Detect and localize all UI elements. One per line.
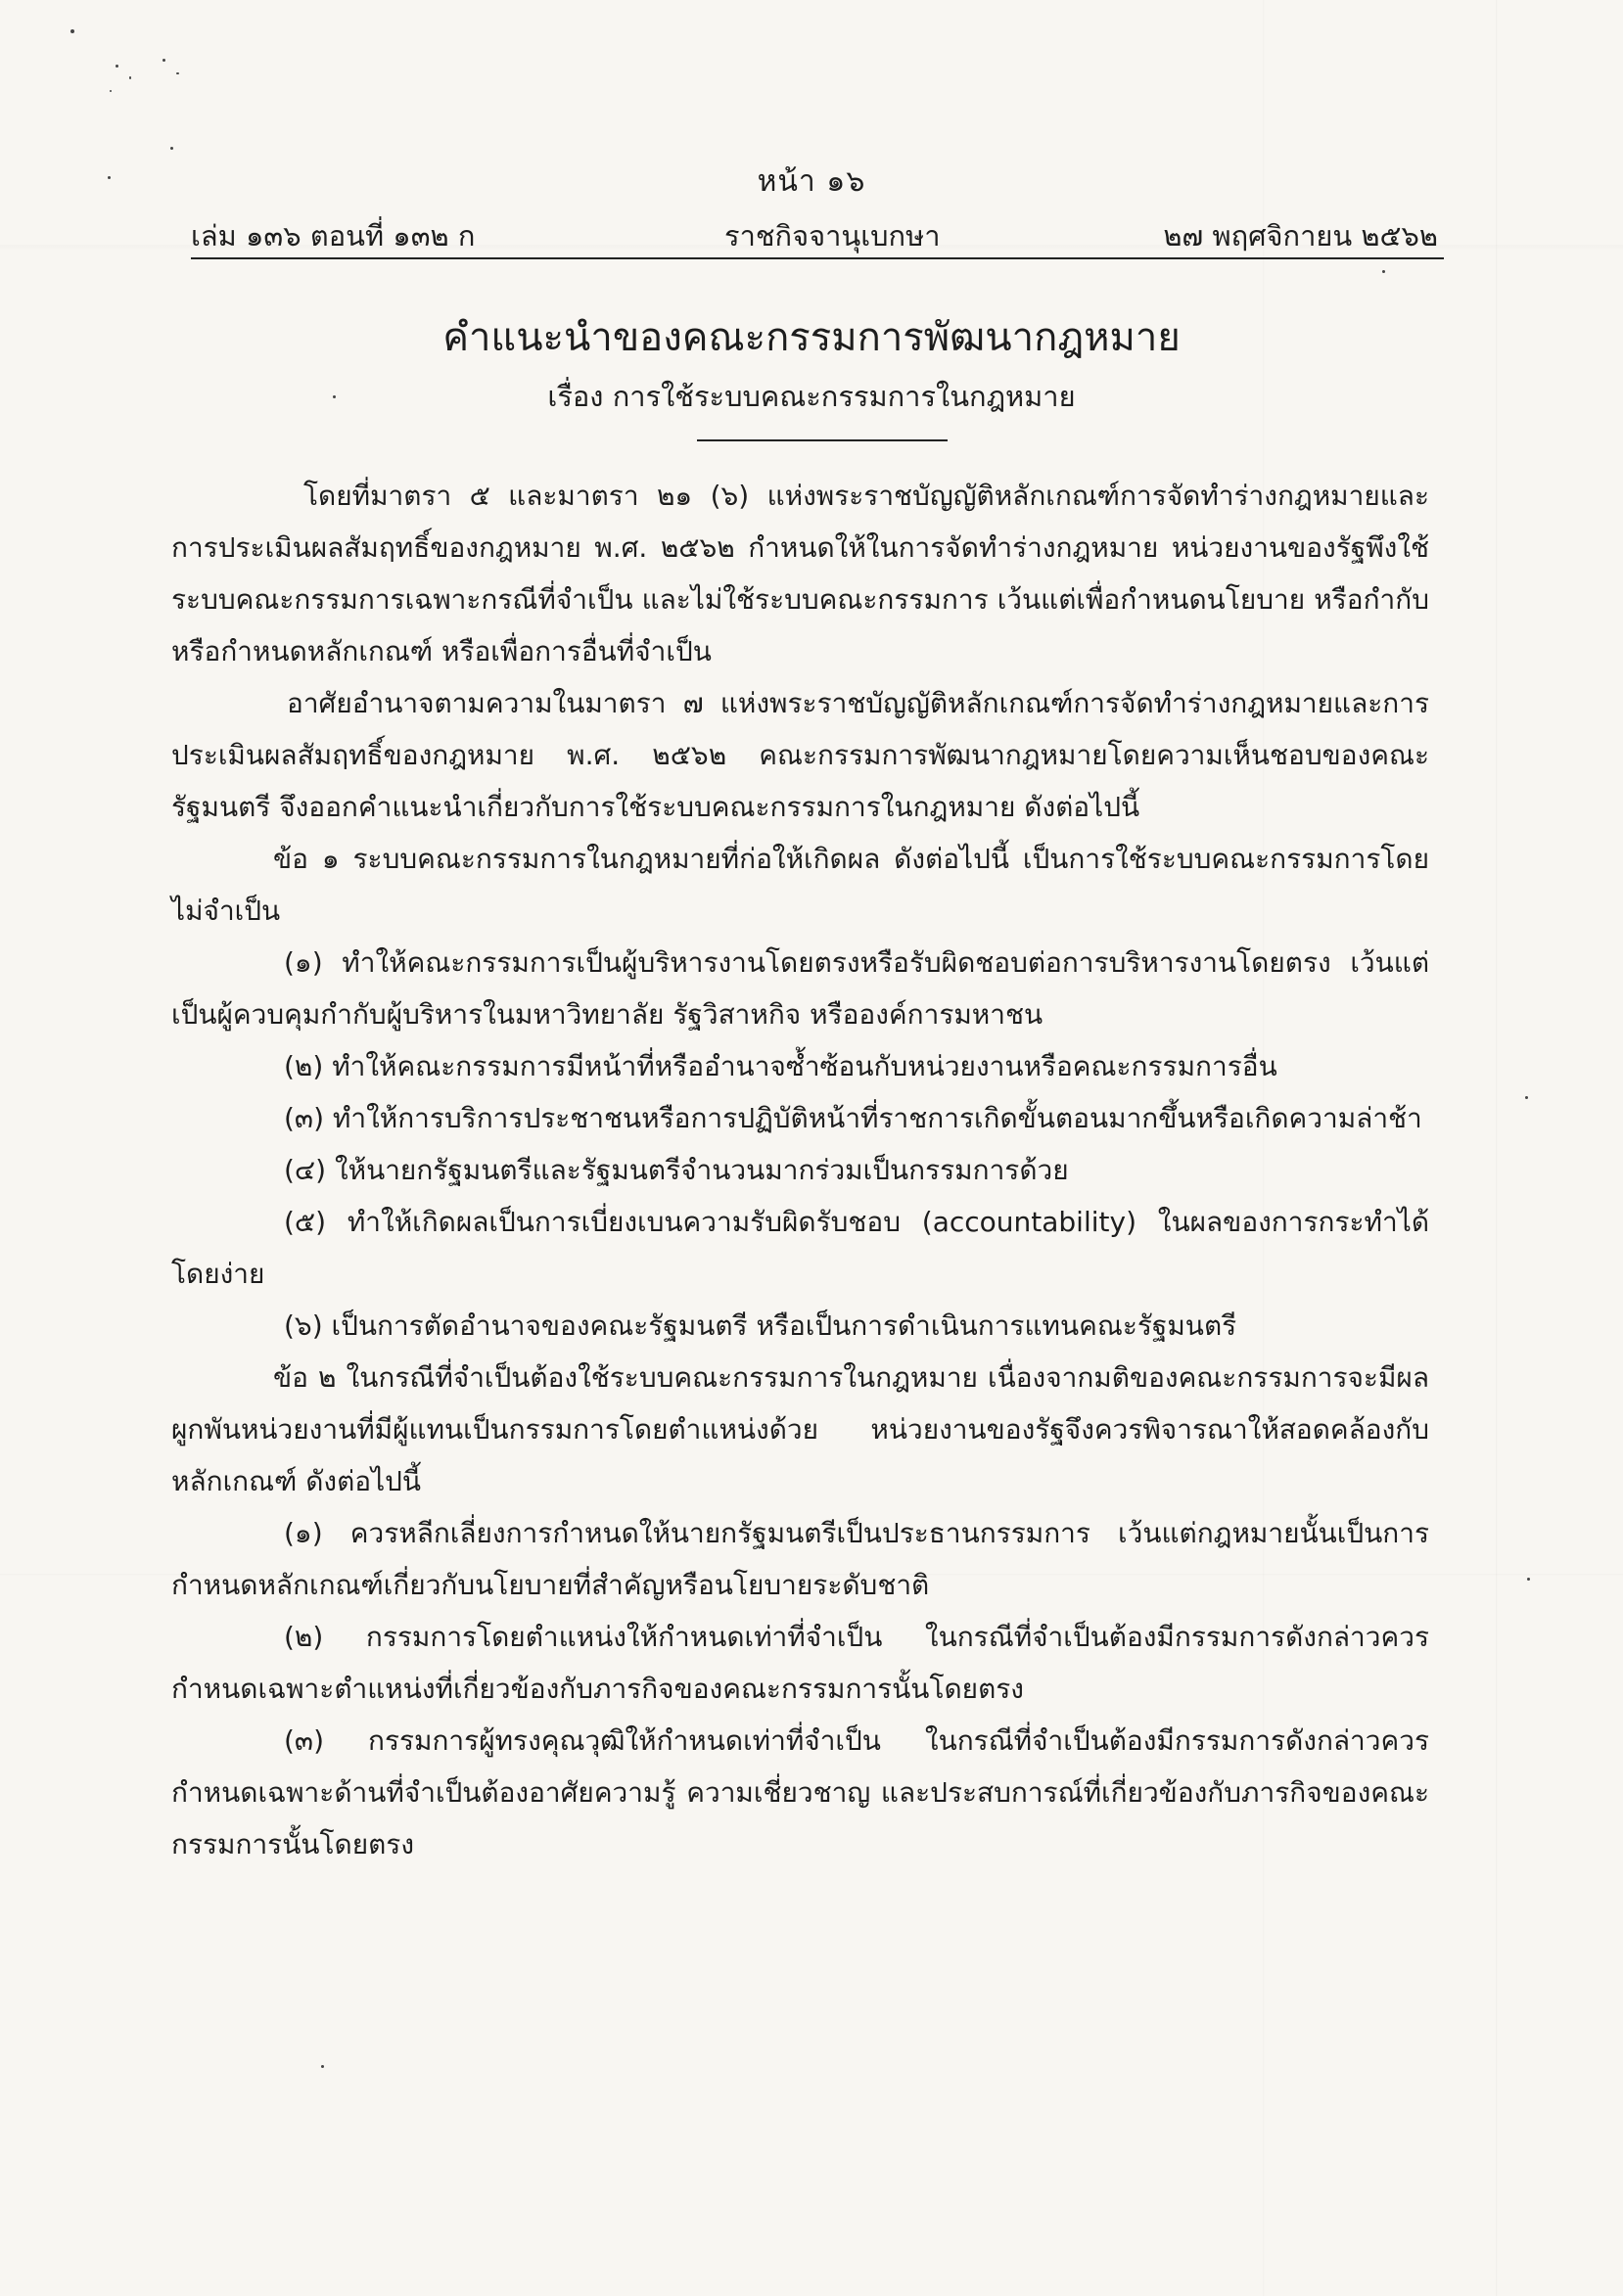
scan-speck xyxy=(1382,270,1385,273)
scan-speck xyxy=(110,90,112,92)
clause-1-item: (๕) ทำให้เกิดผลเป็นการเบี่ยงเบนความรับผิดรับชอบ (accountability) ในผลของการกระทำได้โดยง่าย xyxy=(171,1206,1429,1290)
clause-1-item: (๔) ให้นายกรัฐมนตรีและรัฐมนตรีจำนวนมากร่วมเป็นกรรมการด้วย xyxy=(284,1154,1069,1186)
scan-speck xyxy=(116,65,118,68)
scan-speck xyxy=(70,29,74,33)
clause-1: ข้อ ๑ ระบบคณะกรรมการในกฎหมายที่ก่อให้เกิดผล ดังต่อไปนี้ เป็นการใช้ระบบคณะกรรมการโดยไม่จำเป็น xyxy=(171,843,1429,927)
scan-speck xyxy=(176,72,179,74)
scan-speck xyxy=(321,2065,324,2068)
document-title: คำแนะนำของคณะกรรมการพัฒนากฎหมาย xyxy=(442,315,1181,360)
clause-2-item: (๓) กรรมการผู้ทรงคุณวุฒิให้กำหนดเท่าที่จำเป็น ในกรณีที่จำเป็นต้องมีกรรมการดังกล่าวควรกำหนดเฉพาะด้านที่จำเป็นต้องอาศัยความรู้ ความเชี่ยวชาญ และประสบการณ์ที่เกี่ยวข้องกับภารกิจของคณะกรรมการนั้นโดยตรง xyxy=(171,1724,1429,1860)
clause-2: ข้อ ๒ ในกรณีที่จำเป็นต้องใช้ระบบคณะกรรมการในกฎหมาย เนื่องจากมติของคณะกรรมการจะมีผลผูกพันหน่วยงานที่มีผู้แทนเป็นกรรมการโดยตำแหน่งด้วย หน่วยงานของรัฐจึงควรพิจารณาให้สอดคล้องกับหลักเกณฑ์ ดังต่อไปนี้ xyxy=(171,1361,1429,1497)
clause-1-item: (๓) ทำให้การบริการประชาชนหรือการปฏิบัติหน้าที่ราชการเกิดขั้นตอนมากขึ้นหรือเกิดความล่าช้า xyxy=(284,1102,1422,1134)
clause-1-item: (๑) ทำให้คณะกรรมการเป็นผู้บริหารงานโดยตรงหรือรับผิดชอบต่อการบริหารงานโดยตรง เว้นแต่เป็นผู้ควบคุมกำกับผู้บริหารในมหาวิทยาลัย รัฐวิสาหกิจ หรือองค์การมหาชน xyxy=(171,946,1429,1031)
gazette-header xyxy=(191,213,1444,256)
scan-speck xyxy=(1525,1096,1528,1099)
clause-2-item: (๒) กรรมการโดยตำแหน่งให้กำหนดเท่าที่จำเป็น ในกรณีที่จำเป็นต้องมีกรรมการดังกล่าวควรกำหนดเฉพาะตำแหน่งที่เกี่ยวข้องกับภารกิจของคณะกรรมการนั้นโดยตรง xyxy=(171,1621,1429,1705)
scan-speck xyxy=(162,59,165,62)
page-number: หน้า ๑๖ xyxy=(757,164,866,199)
header-divider xyxy=(191,257,1444,259)
document-subtitle: เรื่อง การใช้ระบบคณะกรรมการในกฎหมาย xyxy=(547,380,1076,413)
volume-issue: เล่ม ๑๓๖ ตอนที่ ๑๓๒ ก xyxy=(191,219,476,253)
publication-date: ๒๗ พฤศจิกายน ๒๕๖๒ xyxy=(1163,219,1438,253)
clause-1-item: (๒) ทำให้คณะกรรมการมีหน้าที่หรืออำนาจซ้ำซ้อนกับหน่วยงานหรือคณะกรรมการอื่น xyxy=(284,1050,1277,1082)
preamble-paragraph: อาศัยอำนาจตามความในมาตรา ๗ แห่งพระราชบัญญัติหลักเกณฑ์การจัดทำร่างกฎหมายและการประเมินผลสัมฤทธิ์ของกฎหมาย พ.ศ. ๒๕๖๒ คณะกรรมการพัฒนากฎหมายโดยความเห็นชอบของคณะรัฐมนตรี จึงออกคำแนะนำเกี่ยวกับการใช้ระบบคณะกรรมการในกฎหมาย ดังต่อไปนี้ xyxy=(171,687,1429,823)
publication-name: ราชกิจจานุเบกษา xyxy=(724,219,941,253)
clause-2-item: (๑) ควรหลีกเลี่ยงการกำหนดให้นายกรัฐมนตรีเป็นประธานกรรมการ เว้นแต่กฎหมายนั้นเป็นการกำหนดหลักเกณฑ์เกี่ยวกับนโยบายที่สำคัญหรือนโยบายระดับชาติ xyxy=(171,1517,1429,1601)
document-body xyxy=(171,470,1429,1870)
preamble-paragraph: โดยที่มาตรา ๕ และมาตรา ๒๑ (๖) แห่งพระราชบัญญัติหลักเกณฑ์การจัดทำร่างกฎหมายและการประเมินผลสัมฤทธิ์ของกฎหมาย พ.ศ. ๒๕๖๒ กำหนดให้ในการจัดทำร่างกฎหมาย หน่วยงานของรัฐพึงใช้ระบบคณะกรรมการเฉพาะกรณีที่จำเป็น และไม่ใช้ระบบคณะกรรมการ เว้นแต่เพื่อกำหนดนโยบาย หรือกำกับ หรือกำหนดหลักเกณฑ์ หรือเพื่อการอื่นที่จำเป็น xyxy=(171,480,1429,667)
scan-speck xyxy=(129,76,131,79)
title-divider xyxy=(697,439,948,441)
scan-speck xyxy=(1527,1578,1530,1581)
clause-1-item: (๖) เป็นการตัดอำนาจของคณะรัฐมนตรี หรือเป็นการดำเนินการแทนคณะรัฐมนตรี xyxy=(284,1309,1237,1342)
scan-speck xyxy=(170,147,173,150)
